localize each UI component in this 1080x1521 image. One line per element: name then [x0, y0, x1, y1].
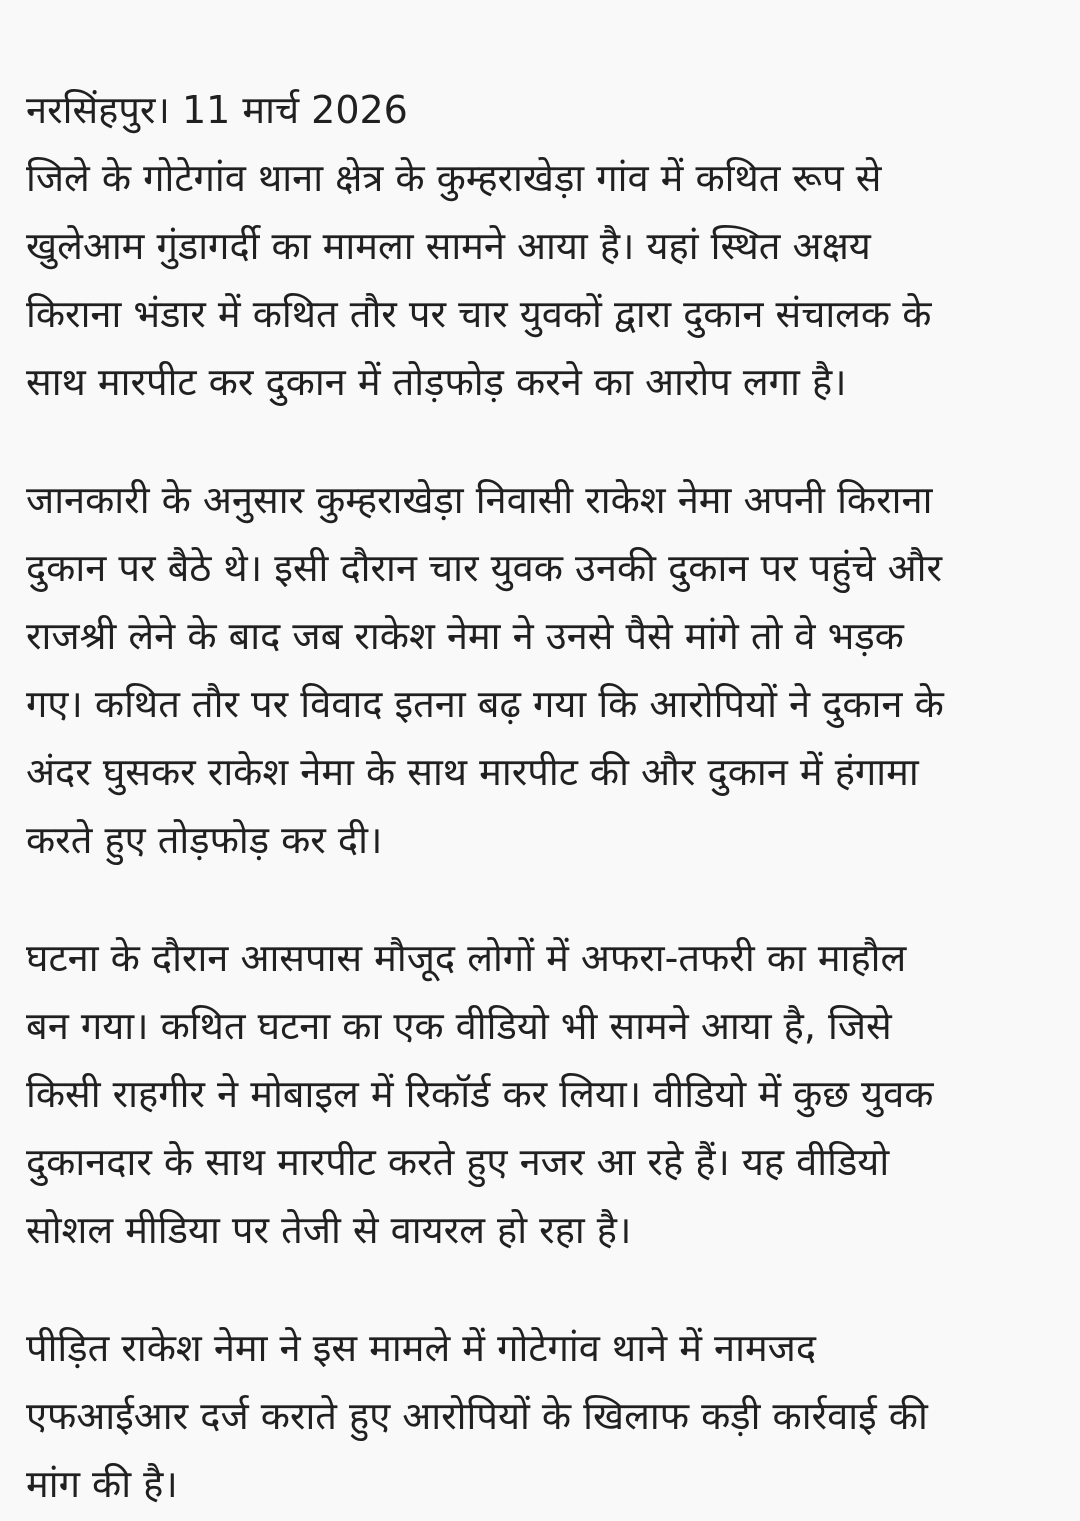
text-line: दुकान पर बैठे थे। इसी दौरान चार युवक उनकी दुकान पर पहुंचे और: [26, 546, 943, 590]
text-line: दुकानदार के साथ मारपीट करते हुए नजर आ रहे हैं। यह वीडियो: [26, 1140, 890, 1184]
paragraph-lead: [26, 76, 1056, 416]
text-line: घटना के दौरान आसपास मौजूद लोगों में अफरा-तफरी का माहौल: [26, 936, 907, 980]
paragraph-fir: [26, 1314, 1056, 1518]
text-line: किसी राहगीर ने मोबाइल में रिकॉर्ड कर लिया। वीडियो में कुछ युवक: [26, 1072, 934, 1116]
text-line: मांग की है।: [26, 1462, 178, 1506]
text-line: साथ मारपीट कर दुकान में तोड़फोड़ करने का आरोप लगा है।: [26, 360, 847, 404]
text-line: राजश्री लेने के बाद जब राकेश नेमा ने उनसे पैसे मांगे तो वे भड़क: [26, 614, 904, 658]
text-line: पीड़ित राकेश नेमा ने इस मामले में गोटेगांव थाने में नामजद: [26, 1326, 817, 1370]
text-line: बन गया। कथित घटना का एक वीडियो भी सामने आया है, जिसे: [26, 1004, 892, 1048]
text-line: सोशल मीडिया पर तेजी से वायरल हो रहा है।: [26, 1208, 632, 1252]
text-line: गए। कथित तौर पर विवाद इतना बढ़ गया कि आरोपियों ने दुकान के: [26, 682, 944, 726]
text-line: जानकारी के अनुसार कुम्हराखेड़ा निवासी राकेश नेमा अपनी किराना: [26, 478, 933, 522]
paragraph-details: [26, 466, 1056, 874]
text-line: जिले के गोटेगांव थाना क्षेत्र के कुम्हराखेड़ा गांव में कथित रूप से: [26, 156, 882, 200]
text-line: एफआईआर दर्ज कराते हुए आरोपियों के खिलाफ कड़ी कार्रवाई की: [26, 1394, 928, 1438]
dateline: नरसिंहपुर। 11 मार्च 2026: [26, 88, 408, 132]
text-line: अंदर घुसकर राकेश नेमा के साथ मारपीट की और दुकान में हंगामा: [26, 750, 919, 794]
text-line: करते हुए तोड़फोड़ कर दी।: [26, 818, 383, 862]
paragraph-video: [26, 924, 1056, 1264]
text-line: खुलेआम गुंडागर्दी का मामला सामने आया है। यहां स्थित अक्षय: [26, 224, 871, 268]
text-line: किराना भंडार में कथित तौर पर चार युवकों द्वारा दुकान संचालक के: [26, 292, 932, 336]
